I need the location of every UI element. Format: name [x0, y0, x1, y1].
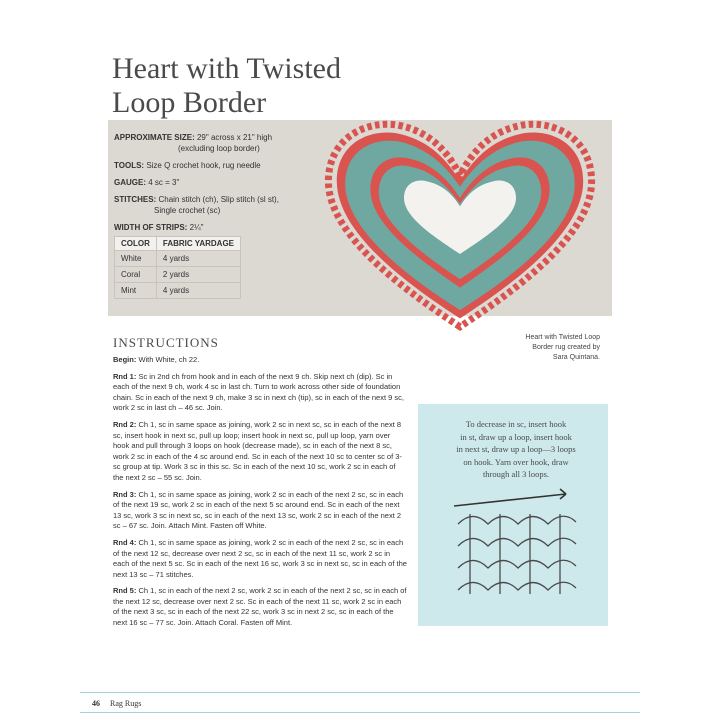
- specs-block: [114, 132, 294, 239]
- yardage-table: [114, 236, 241, 299]
- begin-label: Begin:: [113, 355, 137, 364]
- yardage-header-color: COLOR: [115, 237, 157, 251]
- table-row: [115, 267, 241, 283]
- spec-stitches-label: STITCHES:: [114, 195, 157, 204]
- spec-tools-label: TOOLS:: [114, 161, 145, 170]
- instruction-begin: [113, 355, 407, 366]
- tip-line-2: in st, draw up a loop, insert hook: [460, 431, 572, 442]
- table-cell: Mint: [115, 283, 157, 299]
- round-label: Rnd 5:: [113, 586, 137, 596]
- table-cell: Coral: [115, 267, 157, 283]
- tip-text: [442, 418, 590, 481]
- round-label: Rnd 4:: [113, 537, 137, 547]
- caption-line-3: Sara Quintana.: [552, 354, 600, 361]
- spec-width-label: WIDTH OF STRIPS:: [114, 223, 188, 232]
- heart-rug-photo: [290, 114, 630, 338]
- footer-rule-bottom: [80, 712, 640, 713]
- spec-stitches: [114, 194, 294, 216]
- page-number: 46: [92, 699, 100, 708]
- title-line-1: Heart with Twisted: [112, 52, 341, 85]
- stitch-rows: [458, 514, 576, 594]
- tip-line-4: on hook. Yarn over hook, draw: [463, 456, 569, 467]
- instructions-body: [113, 355, 407, 635]
- caption-line-2: Border rug created by: [532, 344, 600, 351]
- round-text: Ch 1, sc in same space as joining, work 2 sc in each of the next 2 sc, sc in each of the next 19 sc, work 2 sc in each of the next 5 sc around end. Sc in each of the next 13 sc, work 3 sc in next sc, sc in each of the next 13 sc, work 2 sc in each of the next 2 sc – 67 sc. Join. Attach Mint. Fasten off White.: [113, 489, 404, 531]
- spec-stitches-value: Chain stitch (ch), Slip stitch (sl st),: [158, 195, 279, 204]
- table-row: [115, 251, 241, 267]
- spec-stitches-value-2: Single crochet (sc): [154, 206, 221, 215]
- begin-text: With White, ch 22.: [138, 355, 200, 364]
- photo-caption: [470, 333, 600, 363]
- footer-rule-top: [80, 692, 640, 693]
- round-text: Sc in 2nd ch from hook and in each of the next 9 ch. Skip next ch (dip). Sc in each of the next 9 ch, work 4 sc in last ch. Turn to work across other side of foundation chain. Sc in each of the next 9 ch, make 3 sc in next ch (tip), sc in each of the next 9 sc, work 2 sc in last ch – 46 sc. Join.: [113, 371, 404, 413]
- spec-tools: [114, 160, 294, 171]
- tip-line-1: To decrease in sc, insert hook: [465, 419, 567, 429]
- spec-width: [114, 222, 294, 233]
- round-label: Rnd 3:: [113, 489, 137, 499]
- round-text: Ch 1, sc in each of the next 2 sc, work 2 sc in each of the next 2 sc, sc in each of the next 12 sc, decrease over next 2 sc. Sc in each of the next 11 sc, work 2 sc in each of the next 3 sc, sc in each of the next 22 sc, work 3 sc in next 2 sc, sc in each of the next 16 sc – 77 sc. Join. Attach Coral. Fasten off Mint.: [113, 586, 407, 628]
- instruction-round: [113, 420, 407, 484]
- spec-size-value: 29" across x 21" high: [196, 133, 273, 142]
- round-label: Rnd 1:: [113, 371, 137, 381]
- yardage-header-row: [115, 237, 241, 251]
- spec-width-value: 2¼": [189, 223, 204, 232]
- table-cell: 4 yards: [156, 283, 240, 299]
- instruction-round: [113, 490, 407, 532]
- running-footer-title: Rag Rugs: [110, 699, 142, 708]
- table-cell: 2 yards: [156, 267, 240, 283]
- round-text: Ch 1, sc in same space as joining, work 2 sc in each of the next 2 sc, sc in each of the next 12 sc, decrease over next 2 sc, sc in each of the next 11 sc, work 2 sc in each of the next 5 sc. Sc in each of the next 16 sc, work 3 sc in next sc, sc in each of the next 13 sc – 71 stitches.: [113, 537, 407, 579]
- spec-size: [114, 132, 294, 154]
- instruction-round: [113, 586, 407, 628]
- round-label: Rnd 2:: [113, 419, 137, 429]
- table-cell: White: [115, 251, 157, 267]
- table-cell: 4 yards: [156, 251, 240, 267]
- crochet-hook-icon: [454, 489, 566, 506]
- spec-size-note: (excluding loop border): [178, 144, 260, 153]
- round-text: Ch 1, sc in same space as joining, work 2 sc in next sc, sc in each of the next 8 sc, insert hook in next sc, pull up loop; insert hook in next sc, pull up loop, yarn over hook and pull through 3 loops on hook (decrease made), sc in each of the next 8 sc, work 2 sc in each of the 4 sc around end. Sc in each of the next 10 sc to center sc of 3-sc group at tip. Work 3 sc in this sc. Sc in each of the next 10 sc, work 2 sc in each of the next 2 sc – 55 sc. Join.: [113, 419, 402, 482]
- tip-line-5: through all 3 loops.: [482, 469, 550, 479]
- instructions-heading: INSTRUCTIONS: [113, 335, 219, 350]
- spec-tools-value: Size Q crochet hook, rug needle: [146, 161, 261, 170]
- page-title: [112, 52, 341, 120]
- yardage-header-yardage: FABRIC YARDAGE: [156, 237, 240, 251]
- spec-gauge: [114, 177, 294, 188]
- spec-gauge-value: 4 sc = 3": [148, 178, 180, 187]
- table-row: [115, 283, 241, 299]
- spec-gauge-label: GAUGE:: [114, 178, 146, 187]
- instruction-round: [113, 538, 407, 580]
- stitch-diagram: [450, 484, 580, 600]
- caption-line-1: Heart with Twisted Loop: [525, 334, 600, 341]
- spec-size-label: APPROXIMATE SIZE:: [114, 133, 195, 142]
- tip-line-3: in next st, draw up a loop—3 loops: [456, 444, 576, 454]
- title-line-2: Loop Border: [112, 86, 267, 119]
- instruction-round: [113, 372, 407, 414]
